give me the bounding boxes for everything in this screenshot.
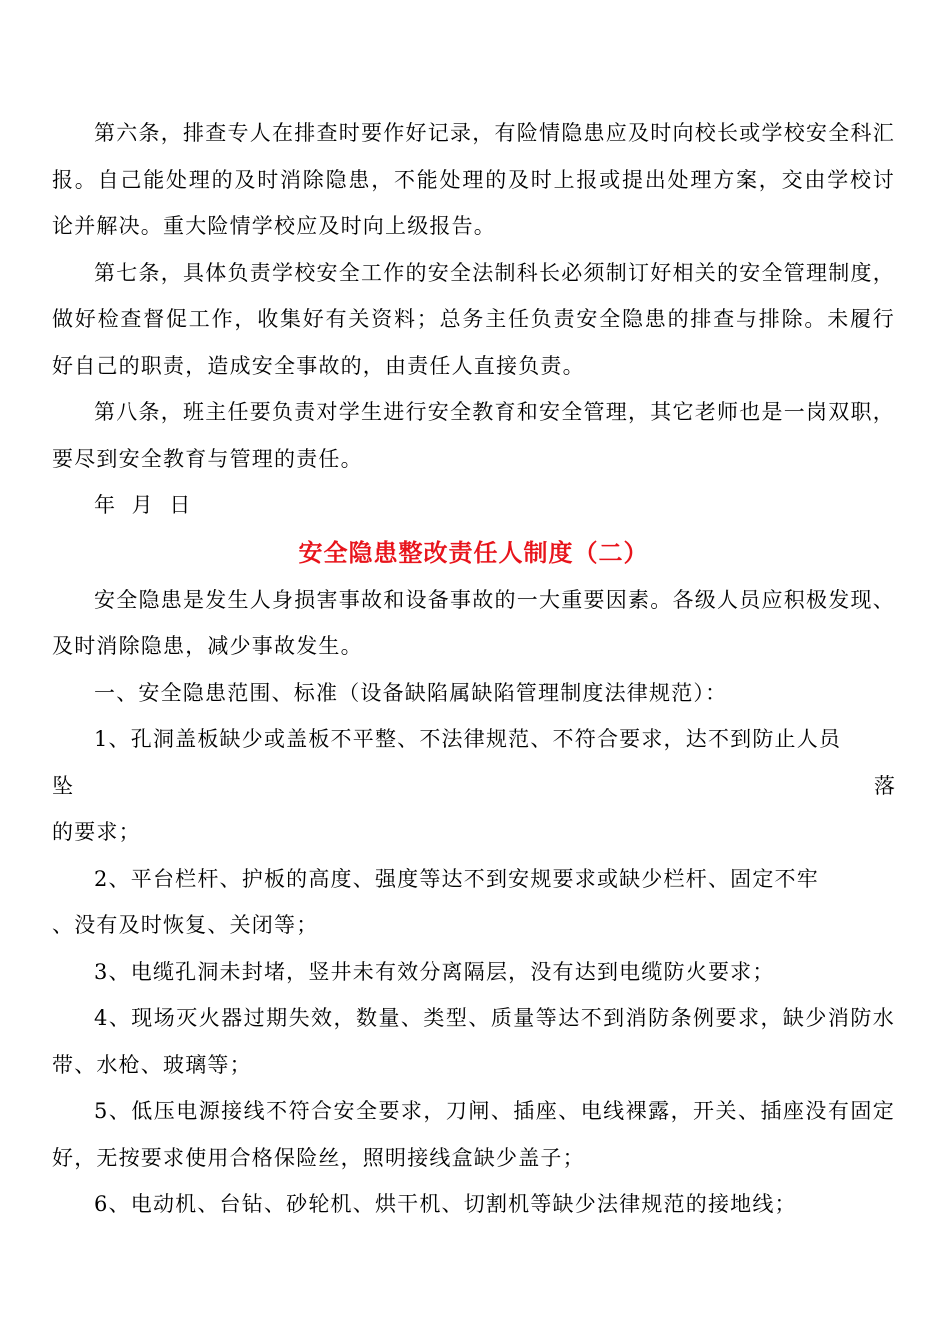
item-1-line-3: 的要求； bbox=[52, 820, 141, 844]
item-1-line-1: 1、孔洞盖板缺少或盖板不平整、不法律规范、不符合要求，达不到防止人员 bbox=[94, 727, 842, 751]
item-3-paragraph: 3、电缆孔洞未封堵，竖井未有效分离隔层，没有达到电缆防火要求； bbox=[94, 959, 775, 984]
article-7-paragraph: 第七条，具体负责学校安全工作的安全法制科长必须制订好相关的安全管理制度，做好检查督促工作，收集好有关资料；总务主任负责安全隐患的排查与排除。未履行好自己的职责，造成安全事故的，由责任人直接负责。 bbox=[52, 260, 895, 378]
date-line: 年 月 日 bbox=[94, 493, 191, 517]
item-1-left-char: 坠 bbox=[52, 773, 73, 798]
item-4-paragraph: 4、现场灭火器过期失效，数量、类型、质量等达不到消防条例要求，缺少消防水带、水枪、玻璃等； bbox=[52, 1006, 895, 1077]
intro-paragraph: 安全隐患是发生人身损害事故和设备事故的一大重要因素。各级人员应积极发现、及时消除隐患，减少事故发生。 bbox=[52, 587, 895, 658]
scope-heading: 一、安全隐患范围、标准（设备缺陷属缺陷管理制度法律规范）： bbox=[94, 680, 728, 705]
section-title: 安全隐患整改责任人制度（二） bbox=[298, 537, 649, 567]
article-6-paragraph: 第六条，排查专人在排查时要作好记录，有险情隐患应及时向校长或学校安全科汇报。自己能处理的及时消除隐患，不能处理的及时上报或提出处理方案，交由学校讨论并解决。重大险情学校应及时向上级报告。 bbox=[52, 121, 895, 238]
item-5-paragraph: 5、低压电源接线不符合安全要求，刀闸、插座、电线裸露，开关、插座没有固定好，无按要求使用合格保险丝，照明接线盒缺少盖子； bbox=[52, 1099, 895, 1170]
item-1-right-char: 落 bbox=[874, 773, 895, 798]
item-6-paragraph: 6、电动机、台钻、砂轮机、烘干机、切割机等缺少法律规范的接地线； bbox=[94, 1192, 797, 1216]
item-1-spread-line bbox=[52, 763, 895, 810]
item-2-line-1: 2、平台栏杆、护板的高度、强度等达不到安规要求或缺少栏杆、固定不牢 bbox=[94, 866, 819, 891]
article-8-paragraph: 第八条，班主任要负责对学生进行安全教育和安全管理，其它老师也是一岗双职，要尽到安全教育与管理的责任。 bbox=[52, 400, 895, 471]
item-2-line-2: 、没有及时恢复、关闭等； bbox=[52, 913, 319, 937]
